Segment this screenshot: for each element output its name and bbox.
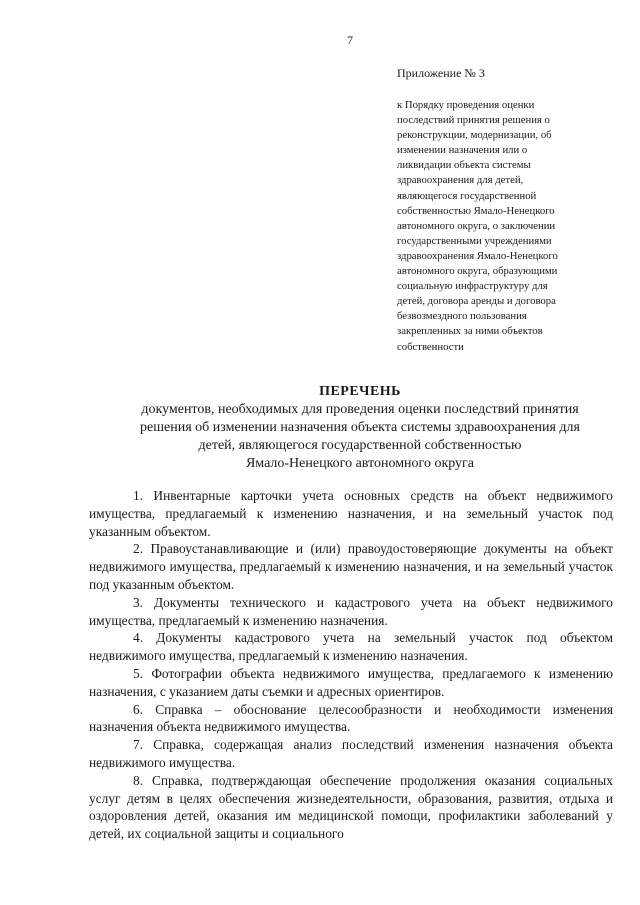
appendix-title: Приложение № 3	[397, 66, 485, 80]
list-item: 6. Справка – обоснование целесообразности и необходимости изменения назначения объекта недвижимого имущества.	[89, 701, 613, 735]
list-item: 7. Справка, содержащая анализ последствий изменения назначения объекта недвижимого имущества.	[89, 737, 613, 770]
list-item: 1. Инвентарные карточки учета основных средств на объект недвижимого имущества, предлагаемый к изменению назначения, и на земельный участок под указанным объектом.	[89, 488, 613, 539]
list-item: 5. Фотографии объекта недвижимого имущества, предлагаемого к изменению назначения, с указанием даты съемки и адресных ориентиров.	[89, 665, 613, 699]
appendix-text: к Порядку проведения оценки последствий принятия решения о реконструкции, модернизации, об изменении назначения или о ликвидации объекта системы здравоохранения для детей, являющегося государственной собственностью Ямало-Ненецкого автономного округа, о заключении государственными учреждениями здравоохранения Ямало-Ненецкого автономного округа, образующими социальную инфраструктуру для детей, договора аренды и договора безвозмездного пользования закрепленных за ними объектов собственности	[397, 99, 558, 353]
list-title: ПЕРЕЧЕНЬ	[319, 384, 401, 399]
document-list	[89, 487, 613, 843]
page-number: 7	[347, 33, 353, 47]
list-item: 4. Документы кадастрового учета на земельный участок под объектом недвижимого имущества, предлагаемый к изменению назначения.	[89, 630, 613, 664]
list-item: 8. Справка, подтверждающая обеспечение продолжения оказания социальных услуг детям в целях обеспечения жизнедеятельности, образования, развития, отдыха и оздоровления детей, оказания им медицинской помощи, профилактики заболеваний у детей, их социальной защиты и социального	[89, 772, 613, 842]
list-subtitle: документов, необходимых для проведения оценки последствий принятия решения об изменении назначения объекта системы здравоохранения для детей, являющегося государственной собственностью Ямало-Ненецкого автономного округа	[140, 402, 580, 471]
list-item: 2. Правоустанавливающие и (или) правоудостоверяющие документы на объект недвижимого имущества, предлагаемый к изменению назначения, и на земельный участок под указанным объектом.	[89, 541, 613, 592]
list-item: 3. Документы технического и кадастрового учета на объект недвижимого имущества, предлагаемый к изменению назначения.	[89, 594, 613, 628]
